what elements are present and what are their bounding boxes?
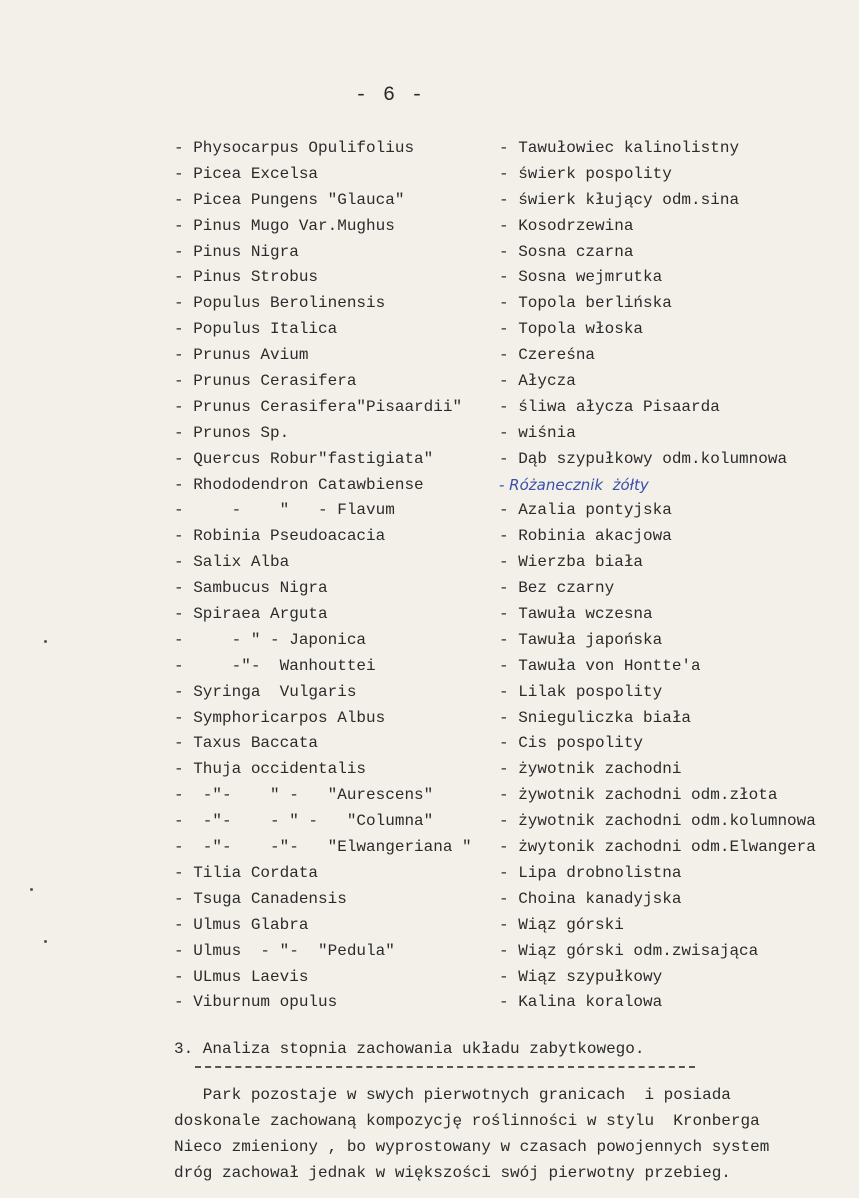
plant-row [174,835,854,861]
polish-name: - Cis pospolity [499,734,644,753]
latin-name: - Populus Berolinensis [174,294,386,313]
plant-row [174,421,854,447]
latin-name: - -"- " - "Aurescens" [174,786,434,805]
polish-name: - Sosna czarna [499,242,634,261]
latin-name: - Sambucus Nigra [174,579,328,598]
latin-name: - Prunos Sp. [174,423,290,442]
latin-name: - Tilia Cordata [174,863,319,882]
latin-name: - Quercus Robur"fastigiata" [174,449,434,468]
plant-row [174,628,854,654]
polish-name: - Czereśna [499,346,596,365]
plant-row [174,265,854,291]
polish-name: - żywotnik zachodni odm.kolumnowa [499,812,816,831]
latin-name: - Ulmus - "- "Pedula" [174,941,395,960]
plant-row [174,473,854,499]
margin-dot [44,940,47,943]
polish-name: - Kalina koralowa [499,993,663,1012]
latin-name: - Taxus Baccata [174,734,319,753]
plant-row [174,913,854,939]
latin-name: - -"- -"- "Elwangeriana " [174,838,472,857]
plant-row [174,706,854,732]
plant-row [174,343,854,369]
polish-name: - Lipa drobnolistna [499,863,682,882]
latin-name: - Populus Italica [174,320,338,339]
plant-row [174,447,854,473]
polish-name: - żywotnik zachodni odm.złota [499,786,778,805]
plant-row [174,602,854,628]
plant-row [174,317,854,343]
latin-name: - Robinia Pseudoacacia [174,527,386,546]
latin-name: - - " - Flavum [174,501,395,520]
polish-name: - Lilak pospolity [499,682,663,701]
polish-name: - Azalia pontyjska [499,501,672,520]
polish-name: - żywotnik zachodni [499,760,682,779]
latin-name: - Physocarpus Opulifolius [174,139,415,157]
polish-name: - Topola włoska [499,320,644,339]
section-heading: 3. Analiza stopnia zachowania układu zabytkowego. [174,1040,645,1058]
plant-row [174,395,854,421]
latin-name: - Pinus Mugo Var.Mughus [174,216,395,235]
plant-row [174,214,854,240]
plant-row [174,291,854,317]
plant-row [174,731,854,757]
latin-name: - Thuja occidentalis [174,760,367,779]
latin-name: - Syringa Vulgaris [174,682,357,701]
plant-row [174,990,854,1016]
polish-name: - Choina kanadyjska [499,889,682,908]
latin-name: - Ulmus Glabra [174,915,309,934]
polish-name: - Sosna wejmrutka [499,268,663,287]
paragraph-line: doskonale zachowaną kompozycję roślinności w stylu Kronberga [174,1112,760,1130]
paragraph-line: Park pozostaje w swych pierwotnych granicach i posiada [174,1086,731,1104]
latin-name: - Salix Alba [174,553,290,572]
latin-name: - Prunus Cerasifera"Pisaardii" [174,397,463,416]
plant-row [174,369,854,395]
heading-underline [195,1066,695,1068]
polish-name: - żwytonik zachodni odm.Elwangera [499,838,816,857]
latin-name: - Picea Pungens "Glauca" [174,190,405,209]
polish-name: - Wierzba biała [499,553,644,572]
latin-name: - Viburnum opulus [174,993,338,1012]
plant-row [174,861,854,887]
plant-row [174,576,854,602]
polish-name: - Wiąz szypułkowy [499,967,663,986]
latin-name: - Symphoricarpos Albus [174,708,386,727]
margin-dot [44,640,47,643]
plant-row [174,680,854,706]
latin-name: - Tsuga Canadensis [174,889,347,908]
paragraph-line: Nieco zmieniony , bo wyprostowany w czasach powojennych system [174,1138,770,1156]
polish-name: - Tawuła von Hontte'a [499,656,701,675]
polish-name: - świerk pospolity [499,164,672,183]
margin-dot [30,888,33,891]
latin-name: - Picea Excelsa [174,164,319,183]
plant-row [174,188,854,214]
polish-name: - Robinia akacjowa [499,527,672,546]
plant-row [174,887,854,913]
plant-row [174,783,854,809]
polish-name: - Snieguliczka biała [499,708,692,727]
polish-name: - Topola berlińska [499,294,672,313]
plant-row [174,162,854,188]
latin-name: - Rhododendron Catawbiense [174,475,424,494]
polish-name: - śliwa ałycza Pisaarda [499,397,720,416]
plant-row [174,939,854,965]
plant-row [174,240,854,266]
plant-row [174,498,854,524]
section-paragraph [174,1082,844,1186]
latin-name: - - " - Japonica [174,630,367,649]
polish-name: - świerk kłujący odm.sina [499,190,740,209]
plant-list [174,136,854,1016]
polish-name: - Wiąz górski odm.zwisająca [499,941,759,960]
plant-row [174,550,854,576]
paragraph-line: dróg zachował jednak w większości swój pierwotny przebieg. [174,1164,731,1182]
polish-name: - Wiąz górski [499,915,624,934]
page-number: - 6 - [354,84,425,107]
latin-name: - -"- - " - "Columna" [174,812,434,831]
latin-name: - ULmus Laevis [174,967,309,986]
polish-name: - Różanecznik żółty [499,475,649,494]
polish-name: - Tawuła wczesna [499,605,653,624]
latin-name: - Pinus Strobus [174,268,319,287]
polish-name: - Tawułowiec kalinolistny [499,139,740,157]
plant-row [174,809,854,835]
polish-name: - Dąb szypułkowy odm.kolumnowa [499,449,788,468]
polish-name: - wiśnia [499,423,576,442]
polish-name: - Kosodrzewina [499,216,634,235]
latin-name: - -"- Wanhouttei [174,656,376,675]
latin-name: - Prunus Avium [174,346,309,365]
polish-name: - Tawuła japońska [499,630,663,649]
latin-name: - Spiraea Arguta [174,605,328,624]
plant-row [174,524,854,550]
polish-name: - Bez czarny [499,579,615,598]
plant-row [174,136,854,162]
latin-name: - Prunus Cerasifera [174,372,357,391]
plant-row [174,965,854,991]
plant-row [174,757,854,783]
plant-row [174,654,854,680]
latin-name: - Pinus Nigra [174,242,299,261]
polish-name: - Ałycza [499,372,576,391]
